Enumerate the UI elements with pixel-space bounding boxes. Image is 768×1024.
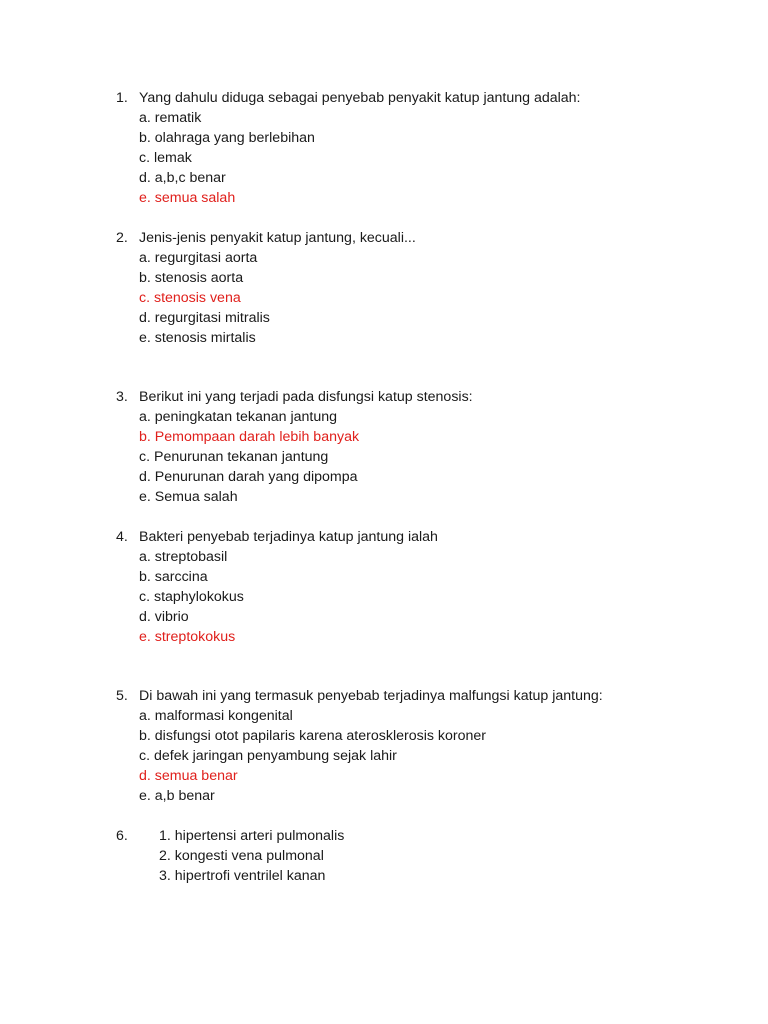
question-1 — [116, 88, 581, 208]
answer-option: d. regurgitasi mitralis — [139, 310, 270, 326]
answer-option-correct: e. streptokokus — [139, 629, 236, 645]
answer-option: b. stenosis aorta — [139, 270, 244, 286]
question-stem — [116, 387, 473, 407]
answer-option: a. streptobasil — [139, 549, 228, 565]
question-5 — [116, 686, 603, 806]
question-stem — [116, 527, 438, 547]
question-2 — [116, 228, 416, 348]
question-text: Yang dahulu diduga sebagai penyebab penyakit katup jantung adalah: — [139, 90, 581, 106]
answer-option: b. olahraga yang berlebihan — [139, 130, 315, 146]
answer-option: c. lemak — [139, 150, 192, 166]
answer-option: c. Penurunan tekanan jantung — [139, 449, 329, 465]
answer-option: e. Semua salah — [139, 489, 238, 505]
answer-option: a. malformasi kongenital — [139, 708, 293, 724]
statement-item: 1. hipertensi arteri pulmonalis — [159, 828, 345, 844]
question-number: 1. — [116, 90, 128, 106]
question-text: Bakteri penyebab terjadinya katup jantung ialah — [139, 529, 438, 545]
answer-option-correct: d. semua benar — [139, 768, 238, 784]
question-stem — [116, 228, 416, 248]
question-text: Jenis-jenis penyakit katup jantung, kecuali... — [139, 230, 416, 246]
question-stem — [116, 686, 603, 706]
answer-option-correct: b. Pemompaan darah lebih banyak — [139, 429, 360, 445]
answer-option: e. a,b benar — [139, 788, 215, 804]
answer-option: c. defek jaringan penyambung sejak lahir — [139, 748, 397, 764]
answer-option-correct: c. stenosis vena — [139, 290, 241, 306]
answer-option: a. peningkatan tekanan jantung — [139, 409, 338, 425]
answer-option: a. regurgitasi aorta — [139, 250, 258, 266]
question-number: 2. — [116, 230, 128, 246]
answer-option-correct: e. semua salah — [139, 190, 236, 206]
question-number: 5. — [116, 688, 128, 704]
question-text: Di bawah ini yang termasuk penyebab terjadinya malfungsi katup jantung: — [139, 688, 603, 704]
statement-item: 3. hipertrofi ventrilel kanan — [159, 868, 326, 884]
question-3 — [116, 387, 473, 507]
question-4 — [116, 527, 438, 647]
answer-option: d. a,b,c benar — [139, 170, 226, 186]
question-text: Berikut ini yang terjadi pada disfungsi katup stenosis: — [139, 389, 473, 405]
answer-option: d. Penurunan darah yang dipompa — [139, 469, 358, 485]
answer-option: e. stenosis mirtalis — [139, 330, 256, 346]
question-number: 3. — [116, 389, 128, 405]
answer-option: d. vibrio — [139, 609, 189, 625]
statement-item: 2. kongesti vena pulmonal — [159, 848, 324, 864]
question-stem — [116, 826, 344, 846]
question-stem — [116, 88, 581, 108]
answer-option: c. staphylokokus — [139, 589, 244, 605]
answer-option: a. rematik — [139, 110, 202, 126]
question-number: 6. — [116, 828, 128, 844]
question-6 — [116, 826, 344, 886]
answer-option: b. disfungsi otot papilaris karena aterosklerosis koroner — [139, 728, 486, 744]
question-number: 4. — [116, 529, 128, 545]
answer-option: b. sarccina — [139, 569, 208, 585]
